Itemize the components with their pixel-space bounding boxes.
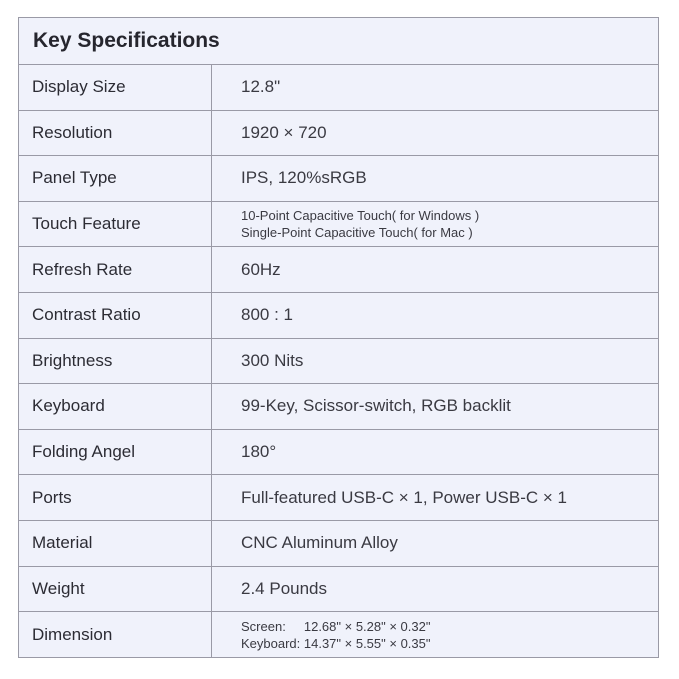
row-label: Panel Type xyxy=(19,156,212,201)
row-label: Brightness xyxy=(19,339,212,384)
row-label: Dimension xyxy=(19,612,212,658)
row-value xyxy=(212,293,658,338)
row-label: Resolution xyxy=(19,111,212,156)
row-label: Touch Feature xyxy=(19,202,212,247)
row-label: Weight xyxy=(19,567,212,612)
table-row-keyboard xyxy=(19,384,658,430)
table-row-panel-type xyxy=(19,156,658,202)
row-value xyxy=(212,111,658,156)
row-value xyxy=(212,65,658,110)
table-row-touch-feature xyxy=(19,202,658,248)
row-value xyxy=(212,475,658,520)
table-row-weight xyxy=(19,567,658,613)
table-row-display-size xyxy=(19,65,658,111)
row-value-text: CNC Aluminum Alloy xyxy=(241,533,398,553)
row-value-text: Screen: 12.68" × 5.28" × 0.32" xyxy=(241,618,431,634)
row-label: Contrast Ratio xyxy=(19,293,212,338)
row-value-text: Single-Point Capacitive Touch( for Mac ) xyxy=(241,225,473,241)
spec-table xyxy=(18,17,659,658)
row-label: Display Size xyxy=(19,65,212,110)
row-value xyxy=(212,567,658,612)
row-value xyxy=(212,612,658,658)
table-title: Key Specifications xyxy=(19,18,658,65)
table-row-resolution xyxy=(19,111,658,157)
table-row-brightness xyxy=(19,339,658,385)
row-value-text: 180° xyxy=(241,442,277,462)
table-row-dimension xyxy=(19,612,658,658)
row-value-text: 2.4 Pounds xyxy=(241,578,328,598)
row-value xyxy=(212,156,658,201)
row-value xyxy=(212,430,658,475)
row-label: Refresh Rate xyxy=(19,247,212,292)
table-row-material xyxy=(19,521,658,567)
table-row-refresh-rate xyxy=(19,247,658,293)
row-value-text: 1920 × 720 xyxy=(241,122,327,142)
row-value xyxy=(212,521,658,566)
row-label: Folding Angel xyxy=(19,430,212,475)
row-label: Material xyxy=(19,521,212,566)
row-value-text: 99-Key, Scissor-switch, RGB backlit xyxy=(241,396,511,416)
row-value-text: 300 Nits xyxy=(241,350,304,370)
row-value-text: IPS, 120%sRGB xyxy=(241,168,367,188)
row-value xyxy=(212,384,658,429)
row-value-text: 10-Point Capacitive Touch( for Windows ) xyxy=(241,208,480,224)
row-value xyxy=(212,202,658,247)
row-value-text: Full-featured USB-C × 1, Power USB-C × 1 xyxy=(241,487,567,507)
table-row-ports xyxy=(19,475,658,521)
table-row-folding-angel xyxy=(19,430,658,476)
row-label: Keyboard xyxy=(19,384,212,429)
row-value xyxy=(212,247,658,292)
table-row-contrast-ratio xyxy=(19,293,658,339)
row-value xyxy=(212,339,658,384)
row-value-text: Keyboard: 14.37" × 5.55" × 0.35" xyxy=(241,635,431,651)
row-value-text: 12.8" xyxy=(241,77,281,97)
row-label: Ports xyxy=(19,475,212,520)
row-value-text: 800 : 1 xyxy=(241,305,293,325)
row-value-text: 60Hz xyxy=(241,259,281,279)
